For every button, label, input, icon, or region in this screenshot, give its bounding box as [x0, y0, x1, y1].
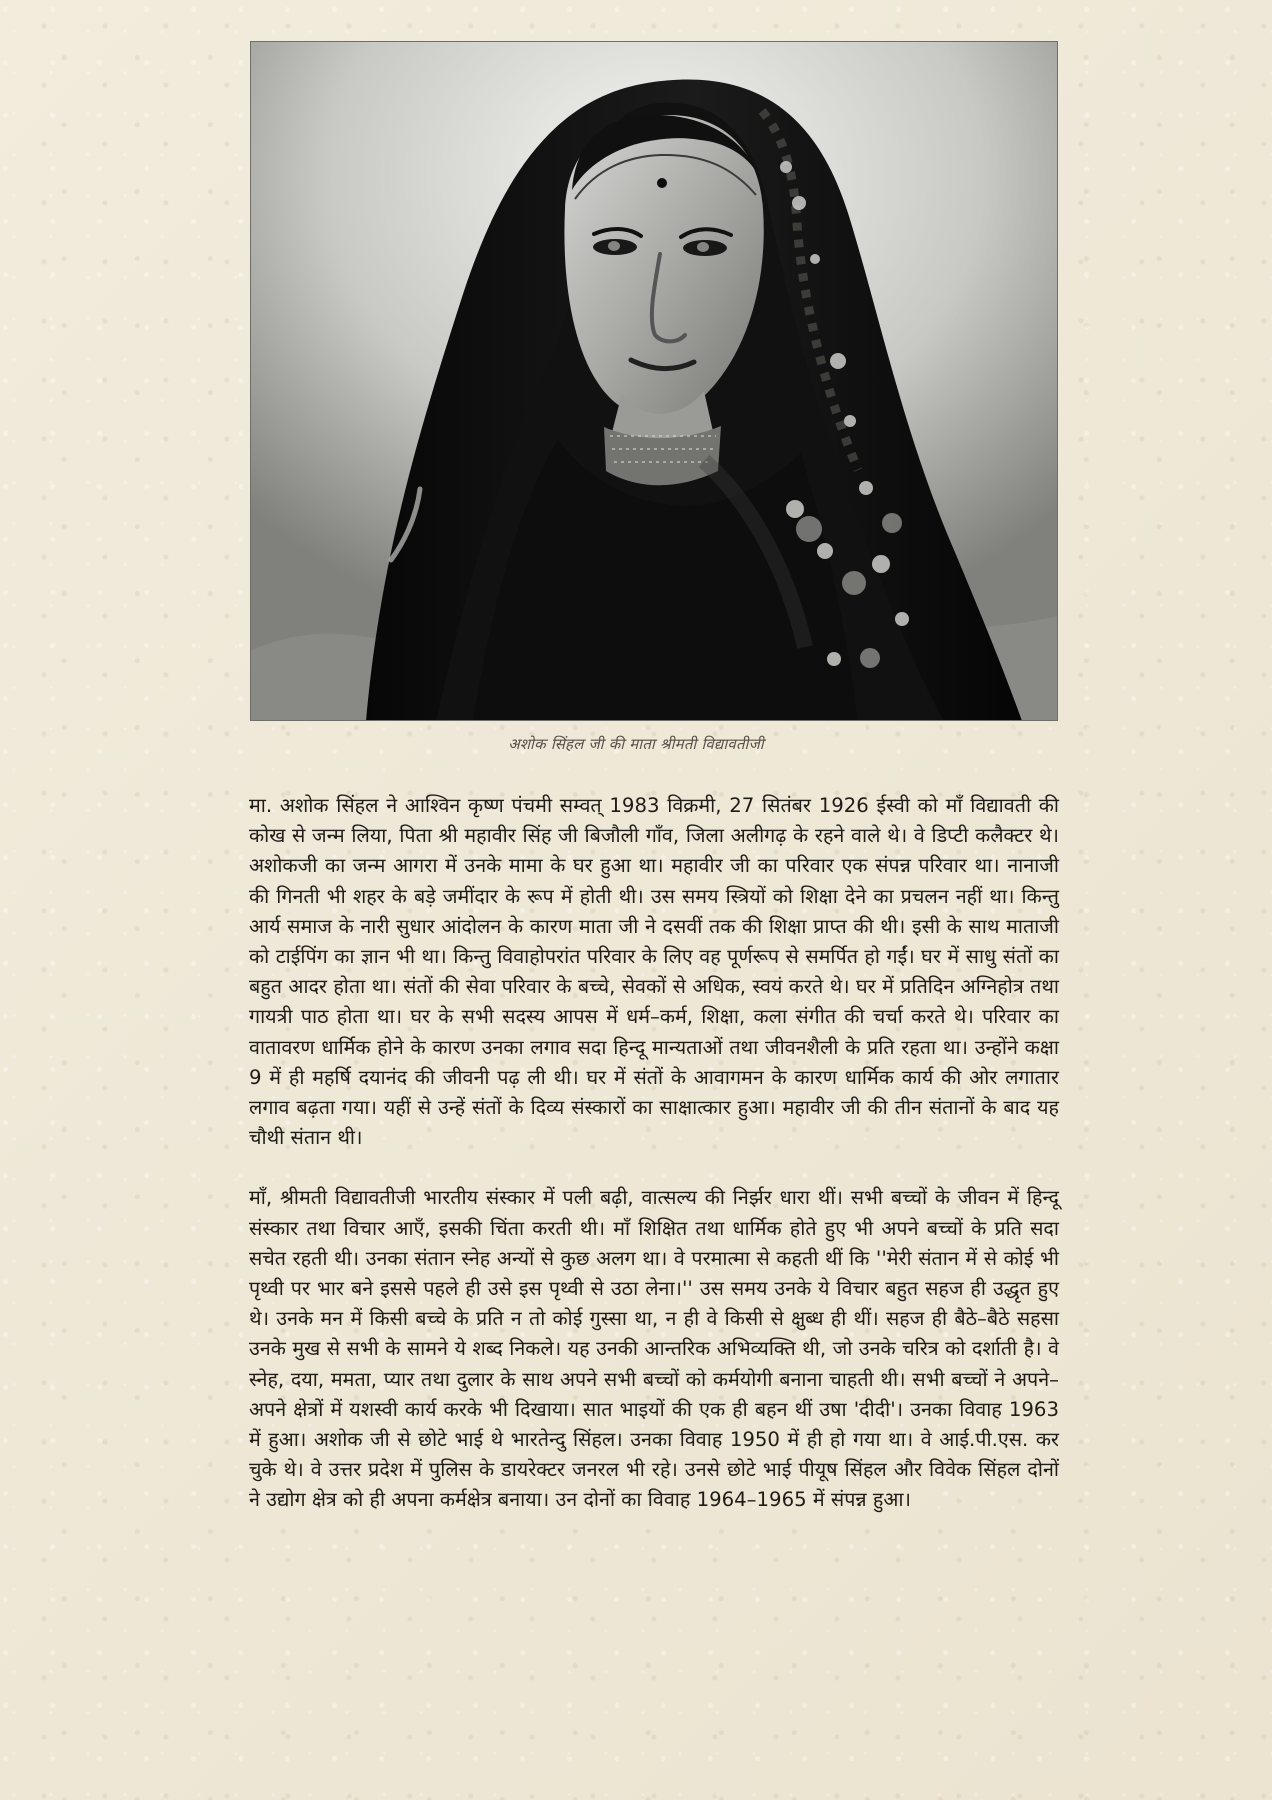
photo-caption: अशोक सिंहल जी की माता श्रीमती विद्यावतीजी: [508, 735, 764, 753]
portrait-illustration: [250, 41, 1058, 721]
paragraph-2: माँ, श्रीमती विद्यावतीजी भारतीय संस्कार में पली बढ़ी, वात्सल्य की निर्झर धारा थीं। सभी बच्चों के जीवन में हिन्दू संस्कार तथा विचार आएँ, इसकी चिंता करती थी। माँ शिक्षित तथा धार्मिक होते हुए भी अपने बच्चों के प्रति सदा सचेत रहती थी। उनका संतान स्नेह अन्यों से कुछ अलग था। वे परमात्मा से कहती थीं कि ''मेरी संतान में से कोई भी पृथ्वी पर भार बने इससे पहले ही उसे इस पृथ्वी से उठा लेना।'' उस समय उनके ये विचार बहुत सहज ही उद्धृत हुए थे। उनके मन में किसी बच्चे के प्रति न तो कोई गुस्सा था, न ही वे किसी से क्षुब्ध ही थीं। सहज ही बैठे–बैठे सहसा उनके मुख से सभी के सामने ये शब्द निकले। यह उनकी आन्तरिक अभिव्यक्ति थी, जो उनके चरित्र को दर्शाती है। वे स्नेह, दया, ममता, प्यार तथा दुलार के साथ अपने सभी बच्चों को कर्मयोगी बनाना चाहती थी। सभी बच्चों ने अपने–अपने क्षेत्रों में यशस्वी कार्य करके भी दिखाया। सात भाइयों की एक ही बहन थीं उषा 'दीदी'। उनका विवाह 1963 में हुआ। अशोक जी से छोटे भाई थे भारतेन्दु सिंहल। उनका विवाह 1950 में ही हो गया था। वे आई.पी.एस. कर चुके थे। वे उत्तर प्रदेश में पुलिस के डायरेक्टर जनरल भी रहे। उनसे छोटे भाई पीयूष सिंहल और विवेक सिंहल दोनों ने उद्योग क्षेत्र को ही अपना कर्मक्षेत्र बनाया। उन दोनों का विवाह 1964–1965 में संपन्न हुआ।: [249, 1186, 1059, 1512]
portrait-photo: [250, 41, 1058, 721]
paragraph-1: मा. अशोक सिंहल ने आश्विन कृष्ण पंचमी सम्वत् 1983 विक्रमी, 27 सितंबर 1926 ईस्वी को माँ विद्यावती की कोख से जन्म लिया, पिता श्री महावीर सिंह जी बिजौली गाँव, जिला अलीगढ़ के रहने वाले थे। वे डिप्टी कलैक्टर थे। अशोकजी का जन्म आगरा में उनके मामा के घर हुआ था। महावीर जी का परिवार एक संपन्न परिवार था। नानाजी की गिनती भी शहर के बड़े जमींदार के रूप में होती थी। उस समय स्त्रियों को शिक्षा देने का प्रचलन नहीं था। किन्तु आर्य समाज के नारी सुधार आंदोलन के कारण माता जी ने दसवीं तक की शिक्षा प्राप्त की थी। इसी के साथ माताजी को टाईपिंग का ज्ञान भी था। किन्तु विवाहोपरांत परिवार के लिए वह पूर्णरूप से समर्पित हो गईं। घर में साधु संतों का बहुत आदर होता था। संतों की सेवा परिवार के बच्चे, सेवकों से अधिक, स्वयं करते थे। घर में प्रतिदिन अग्निहोत्र तथा गायत्री पाठ होता था। घर के सभी सदस्य आपस में धर्म–कर्म, शिक्षा, कला संगीत की चर्चा करते थे। परिवार का वातावरण धार्मिक होने के कारण उनका लगाव सदा हिन्दू मान्यताओं तथा जीवनशैली के प्रति रहता था। उन्होंने कक्षा 9 में ही महर्षि दयानंद की जीवनी पढ़ ली थी। घर में संतों के आवागमन के कारण धार्मिक कार्य की ओर लगातार लगाव बढ़ता गया। यहीं से उन्हें संतों के दिव्य संस्कारों का साक्षात्कार हुआ। महावीर जी की तीन संतानों के बाद यह चौथी संतान थी।: [249, 794, 1059, 1150]
article-body: [249, 791, 1059, 1516]
